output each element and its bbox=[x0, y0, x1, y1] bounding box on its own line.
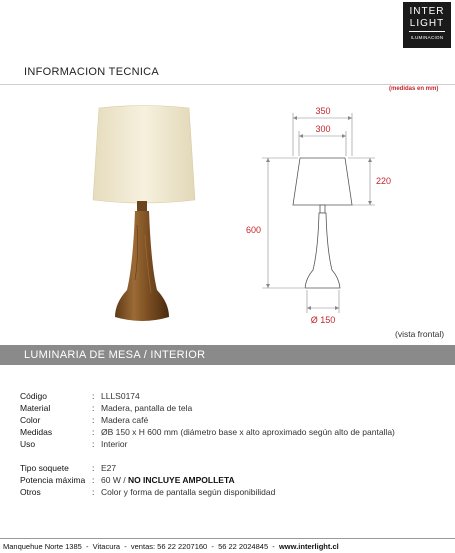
spec-value: E27 bbox=[101, 463, 117, 473]
spec-label: Material bbox=[20, 403, 51, 413]
spec-label: Color bbox=[20, 415, 41, 425]
dim-base-diameter: Ø 150 bbox=[310, 315, 336, 325]
view-note: (vista frontal) bbox=[395, 329, 445, 339]
spec-colon: : bbox=[92, 403, 95, 413]
spec-colon: : bbox=[92, 487, 95, 497]
spec-colon: : bbox=[92, 391, 95, 401]
footer-separator: - bbox=[211, 542, 214, 551]
units-note: (medidas en mm) bbox=[389, 86, 439, 92]
dim-total-height: 600 bbox=[246, 225, 262, 235]
footer-separator: - bbox=[85, 542, 89, 551]
spec-label: Código bbox=[20, 391, 47, 401]
technical-drawing bbox=[240, 100, 400, 330]
footer-phone: 56 22 2024845 bbox=[218, 542, 269, 551]
spec-value: Madera, pantalla de tela bbox=[101, 403, 193, 413]
spec-value-text: 60 W / bbox=[101, 475, 128, 485]
brand-line1: INTER bbox=[409, 6, 445, 17]
spec-colon: : bbox=[92, 415, 95, 425]
logo-rule bbox=[409, 31, 445, 32]
spec-value: LLLS0174 bbox=[101, 391, 140, 401]
spec-colon: : bbox=[92, 439, 95, 449]
spec-colon: : bbox=[92, 427, 95, 437]
dim-shade-height: 220 bbox=[376, 176, 392, 186]
footer bbox=[3, 542, 339, 551]
spec-value: Color y forma de pantalla según disponibilidad bbox=[101, 487, 276, 497]
dim-shade-bottom: 300 bbox=[315, 124, 331, 134]
footer-website-link[interactable]: www.interlight.cl bbox=[278, 542, 339, 551]
divider bbox=[0, 84, 455, 85]
footer-address: Manquehue Norte 1385 bbox=[3, 542, 82, 551]
brand-logo bbox=[403, 2, 451, 48]
spec-label: Potencia máxima bbox=[20, 475, 86, 485]
spec-label: Uso bbox=[20, 439, 36, 449]
spec-colon: : bbox=[92, 475, 95, 485]
footer-city: Vitacura bbox=[92, 542, 121, 551]
footer-sales: ventas: 56 22 2207160 bbox=[130, 542, 208, 551]
lamp-shade bbox=[93, 106, 195, 204]
spec-value: Madera café bbox=[101, 415, 149, 425]
lamp-neck bbox=[137, 201, 147, 211]
lamp-base bbox=[115, 211, 169, 321]
spec-value: Interior bbox=[101, 439, 128, 449]
footer-divider bbox=[0, 538, 455, 539]
spec-label: Medidas bbox=[20, 427, 53, 437]
spec-value-bold: NO INCLUYE AMPOLLETA bbox=[127, 475, 235, 485]
footer-separator: - bbox=[124, 542, 127, 551]
product-photo bbox=[85, 105, 205, 330]
section-title: INFORMACION TECNICA bbox=[24, 66, 160, 78]
spec-label: Otros bbox=[20, 487, 41, 497]
brand-line2: LIGHT bbox=[409, 18, 445, 29]
dim-shade-top: 350 bbox=[315, 106, 331, 116]
spec-value bbox=[101, 475, 235, 485]
spec-value: ØB 150 x H 600 mm (diámetro base x alto aproximado según alto de pantalla) bbox=[101, 427, 395, 437]
footer-separator: - bbox=[272, 542, 275, 551]
spec-colon: : bbox=[92, 463, 95, 473]
category-title: LUMINARIA DE MESA / INTERIOR bbox=[24, 349, 206, 361]
spec-label: Tipo soquete bbox=[20, 463, 69, 473]
brand-tagline: ILUMINACION bbox=[410, 35, 444, 40]
